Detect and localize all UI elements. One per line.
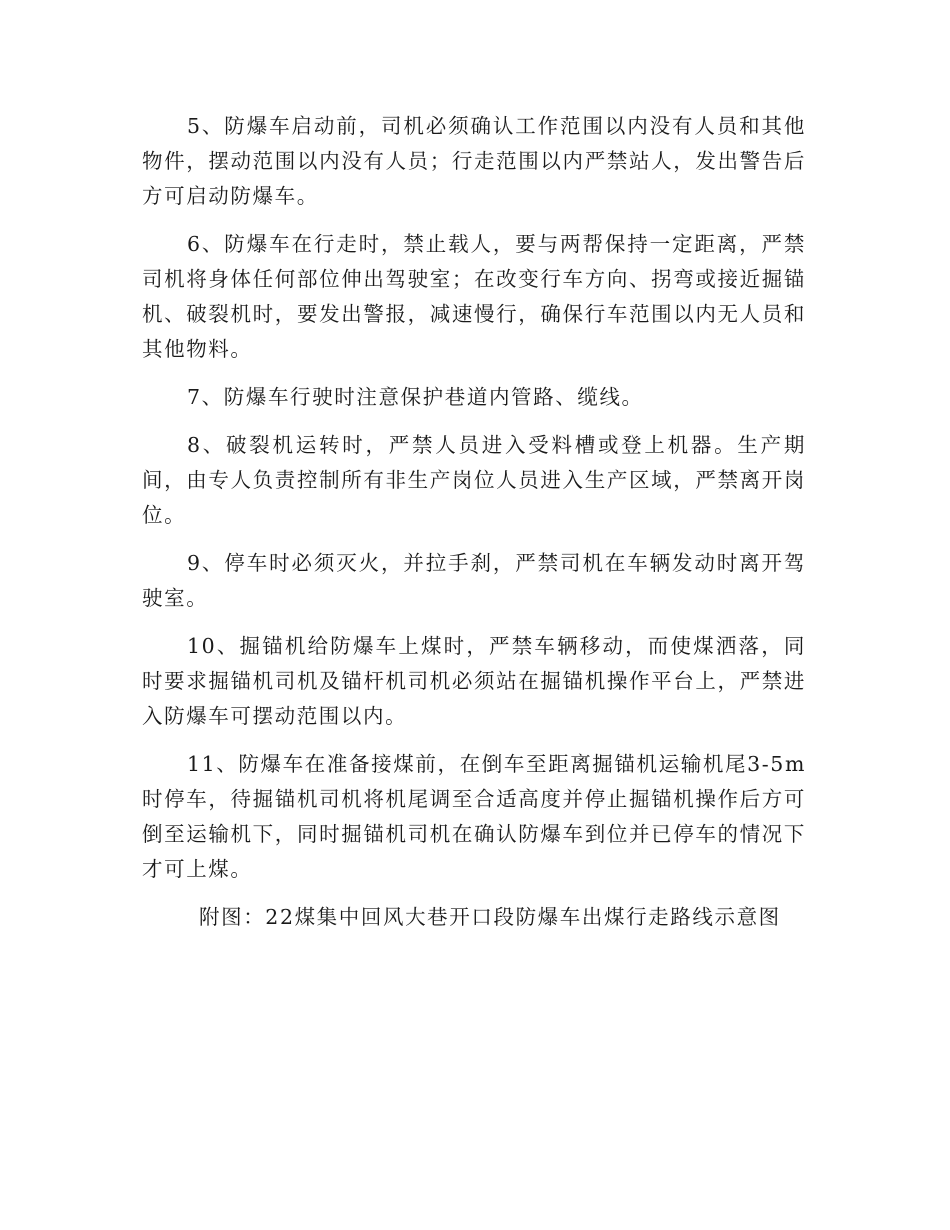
paragraph-item-10: 10、掘锚机给防爆车上煤时，严禁车辆移动，而使煤洒落，同时要求掘锚机司机及锚杆机司机必须站在掘锚机操作平台上，严禁进入防爆车可摆动范围以内。 [142, 634, 806, 728]
paragraph-item-9: 9、停车时必须灭火，并拉手刹，严禁司机在车辆发动时离开驾驶室。 [142, 551, 806, 610]
paragraph-item-11: 11、防爆车在准备接煤前，在倒车至距离掘锚机运输机尾3-5m时停车，待掘锚机司机将机尾调至合适高度并停止掘锚机操作后方可倒至运输机下，同时掘锚机司机在确认防爆车到位并已停车的情况下才可上煤。 [142, 752, 806, 881]
paragraph-item-5: 5、防爆车启动前，司机必须确认工作范围以内没有人员和其他物件，摆动范围以内没有人员；行走范围以内严禁站人，发出警告后方可启动防爆车。 [142, 114, 806, 208]
figure-caption: 附图：22煤集中回风大巷开口段防爆车出煤行走路线示意图 [199, 905, 781, 929]
paragraph-item-8: 8、破裂机运转时，严禁人员进入受料槽或登上机器。生产期间，由专人负责控制所有非生产岗位人员进入生产区域，严禁离开岗位。 [142, 433, 806, 527]
paragraph-item-7: 7、防爆车行驶时注意保护巷道内管路、缆线。 [187, 385, 644, 409]
document-body [142, 109, 806, 935]
paragraph-item-6: 6、防爆车在行走时，禁止载人，要与两帮保持一定距离，严禁司机将身体任何部位伸出驾驶室；在改变行车方向、拐弯或接近掘锚机、破裂机时，要发出警报，减速慢行，确保行车范围以内无人员和其他物料。 [142, 232, 806, 361]
